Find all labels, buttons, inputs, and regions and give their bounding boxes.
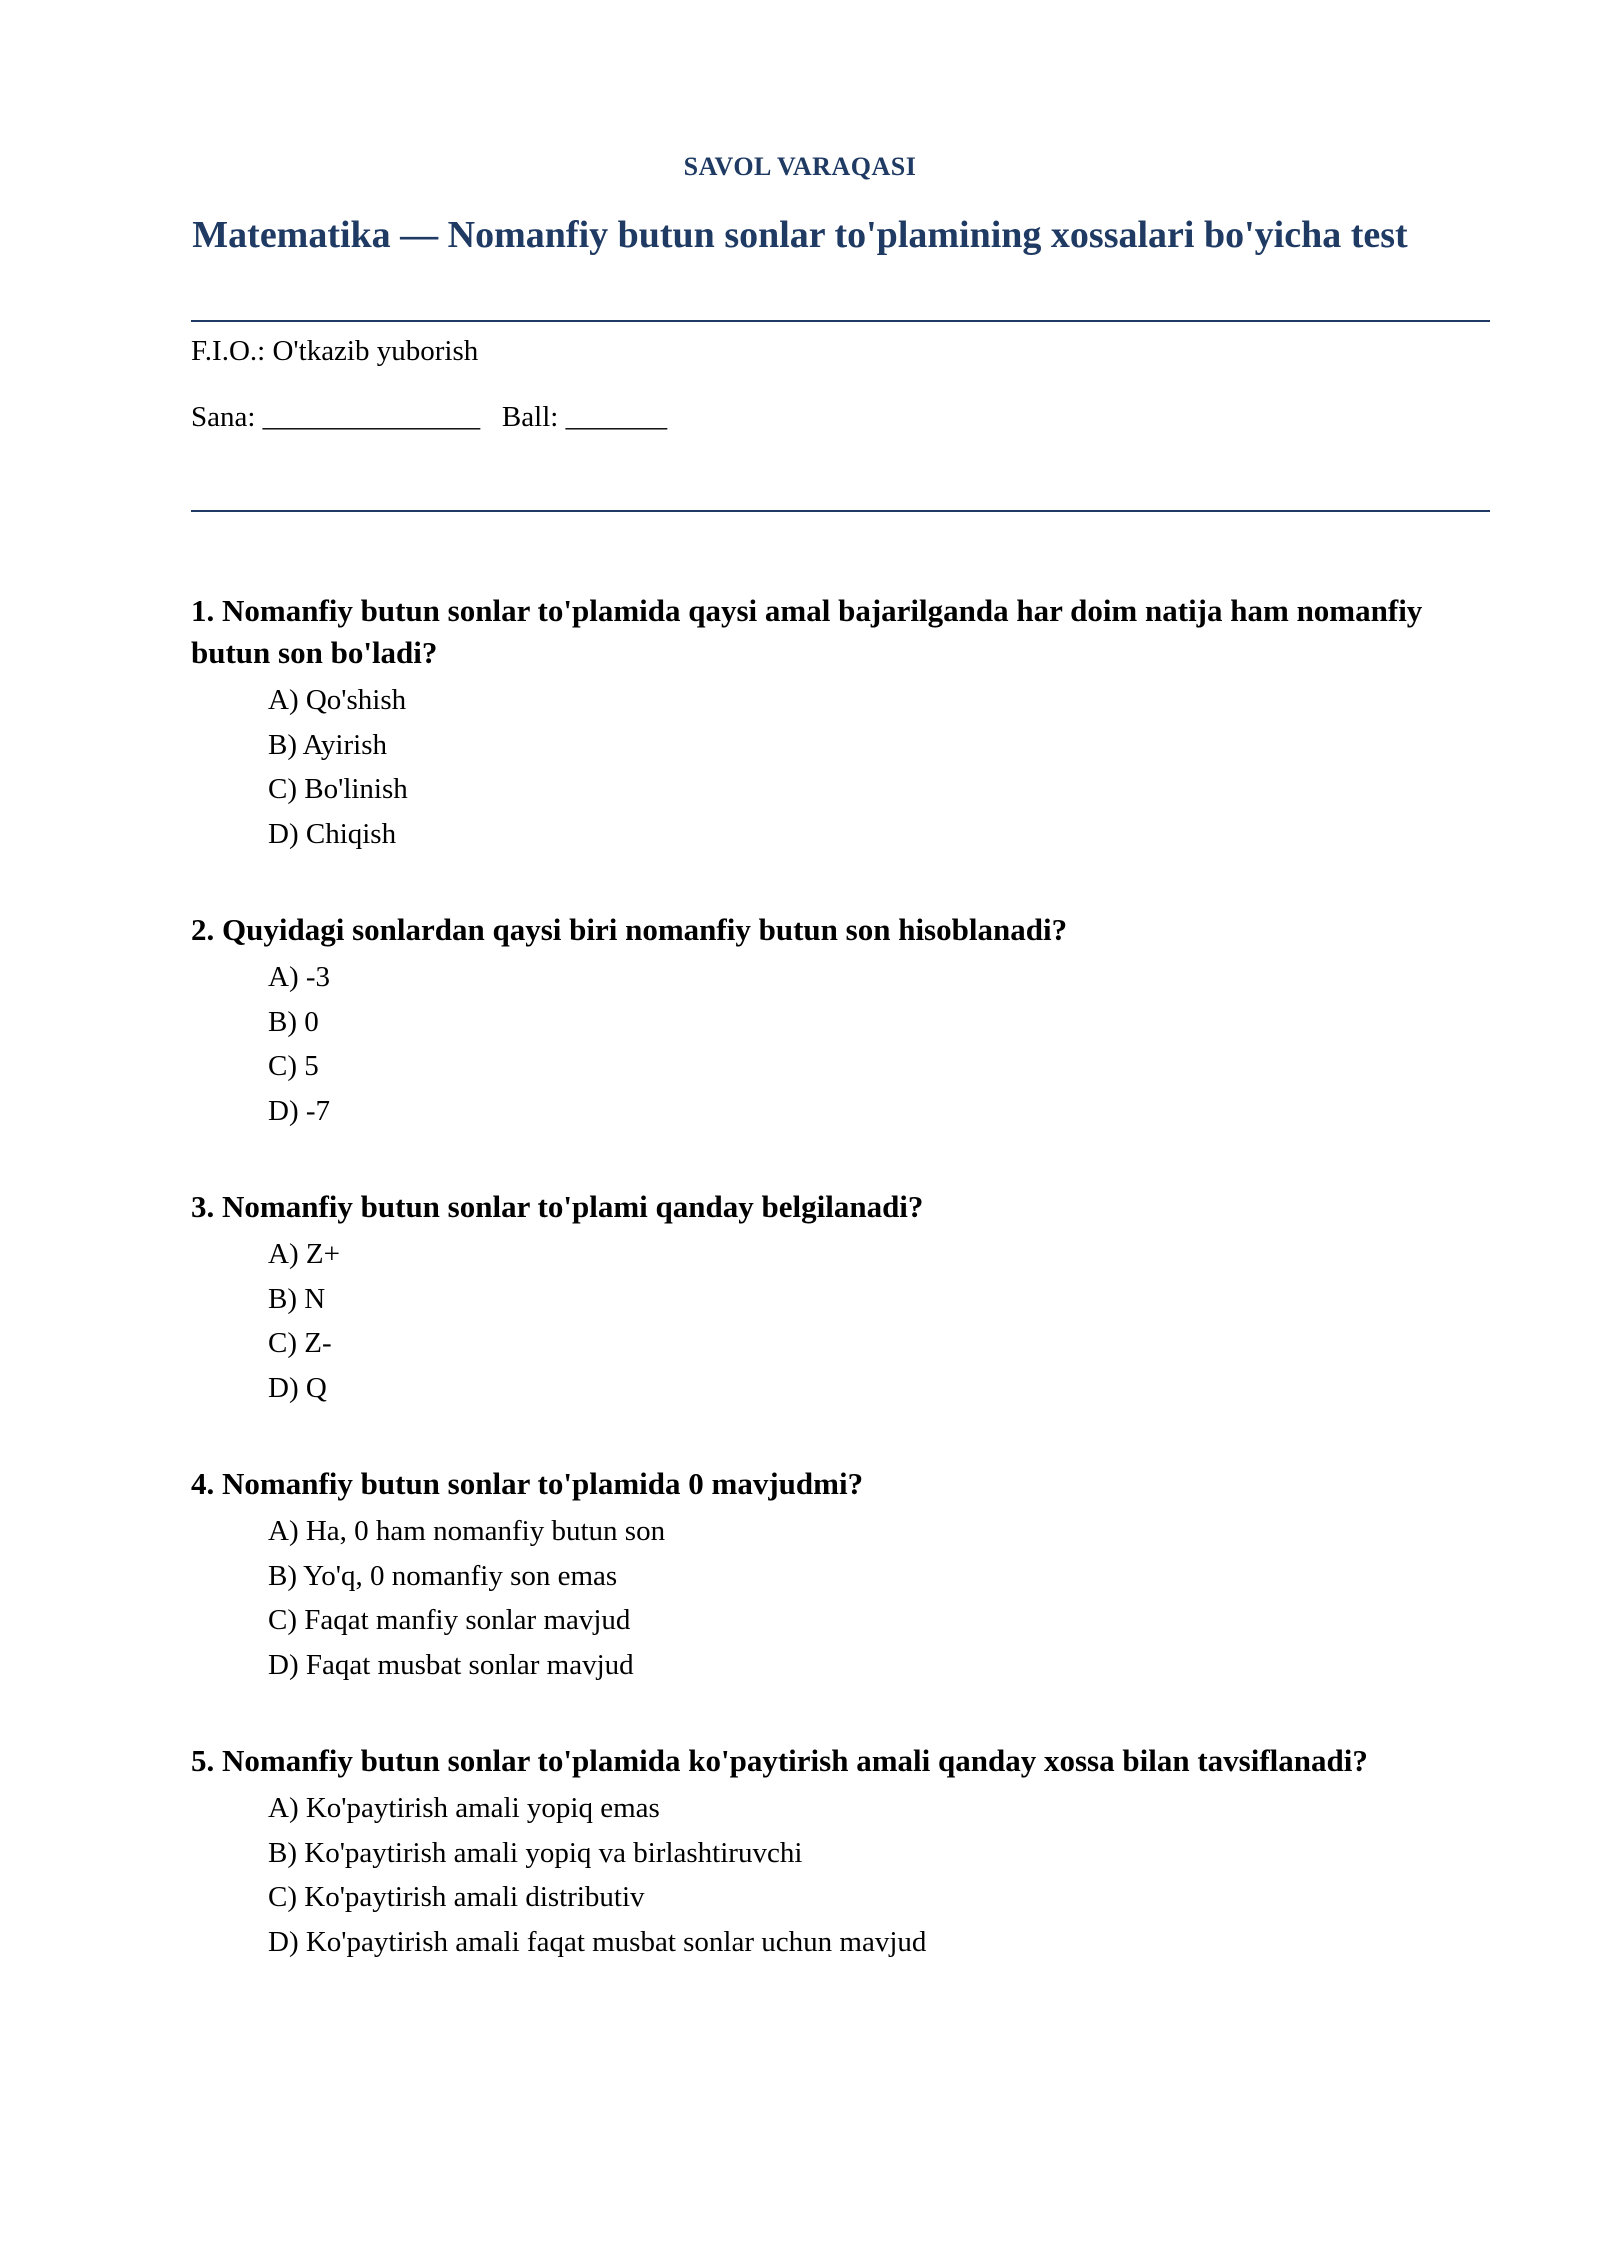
answer-option: C) Faqat manfiy sonlar mavjud	[268, 1604, 631, 1636]
question-text: 2. Quyidagi sonlardan qaysi biri nomanfiy butun son hisoblanadi?	[191, 912, 1068, 947]
question-text: 1. Nomanfiy butun sonlar to'plamida qaysi amal bajarilganda har doim natija ham nomanfiy butun son bo'ladi?	[191, 593, 1423, 670]
option-list	[191, 955, 1491, 1133]
answer-option: B) N	[268, 1282, 326, 1315]
question-list	[191, 590, 1491, 1964]
question-item	[191, 909, 1491, 1133]
header-divider-top	[191, 320, 1490, 322]
question-item	[191, 1463, 1491, 1687]
question-item	[191, 1186, 1491, 1410]
option-list	[191, 1509, 1491, 1687]
option-list	[191, 1232, 1491, 1410]
question-item	[191, 590, 1491, 856]
answer-option: C) Z-	[268, 1327, 332, 1359]
question-text: 4. Nomanfiy butun sonlar to'plamida 0 mavjudmi?	[191, 1466, 864, 1501]
answer-option: A) -3	[268, 961, 331, 993]
answer-option: B) Ayirish	[268, 728, 387, 761]
answer-option: A) Ha, 0 ham nomanfiy butun son	[268, 1515, 666, 1547]
answer-option: B) 0	[268, 1005, 319, 1038]
answer-option: D) -7	[268, 1094, 331, 1127]
question-text: 5. Nomanfiy butun sonlar to'plamida ko'paytirish amali qanday xossa bilan tavsiflanadi?	[191, 1743, 1368, 1778]
question-item	[191, 1740, 1491, 1964]
option-list	[191, 1786, 1491, 1964]
answer-option: A) Ko'paytirish amali yopiq emas	[268, 1792, 660, 1824]
page-title: Matematika — Nomanfiy butun sonlar to'plamining xossalari bo'yicha test	[192, 214, 1408, 256]
answer-option: A) Z+	[268, 1238, 340, 1270]
question-text: 3. Nomanfiy butun sonlar to'plami qanday belgilanadi?	[191, 1189, 924, 1224]
answer-option: C) 5	[268, 1050, 319, 1082]
answer-option: C) Bo'linish	[268, 773, 408, 805]
answer-option: D) Ko'paytirish amali faqat musbat sonlar uchun mavjud	[268, 1925, 927, 1958]
date-score-field: Sana: _______________ Ball: _______	[191, 401, 668, 433]
option-list	[191, 678, 1491, 856]
answer-option: B) Ko'paytirish amali yopiq va birlashtiruvchi	[268, 1836, 803, 1869]
answer-option: C) Ko'paytirish amali distributiv	[268, 1881, 645, 1913]
answer-option: D) Chiqish	[268, 817, 397, 850]
sheet-kicker: SAVOL VARAQASI	[683, 152, 917, 181]
answer-option: D) Q	[268, 1371, 327, 1404]
header-divider-bottom	[191, 510, 1490, 512]
fio-field: F.I.O.: O'tkazib yuborish	[191, 335, 479, 367]
answer-option: A) Qo'shish	[268, 684, 407, 716]
answer-option: D) Faqat musbat sonlar mavjud	[268, 1648, 634, 1681]
answer-option: B) Yo'q, 0 nomanfiy son emas	[268, 1559, 618, 1592]
